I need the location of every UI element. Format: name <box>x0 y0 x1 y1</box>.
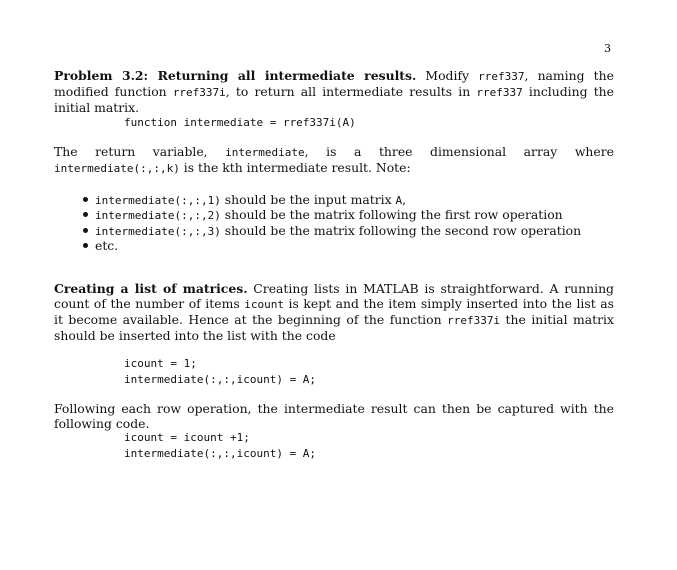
bullet-code-a: A <box>395 194 403 207</box>
list-item <box>80 207 581 222</box>
list-item <box>80 192 581 207</box>
code-rref337i: rref337i <box>172 86 226 99</box>
list-item <box>80 223 581 238</box>
bullet-code: intermediate(:,:,1) <box>95 194 221 207</box>
bullet-code: intermediate(:,:,2) <box>95 209 221 223</box>
code-rref337: rref337 <box>478 70 525 83</box>
following-paragraph: Following each row operation, the intermediate result can then be captured with the following code. <box>54 401 614 431</box>
function-signature-code: function intermediate = rref337i(A) <box>124 116 356 129</box>
page-number: 3 <box>604 42 611 55</box>
problem-text-3: , to return all intermediate results in <box>225 84 477 99</box>
list-item <box>80 238 581 253</box>
bullet-text: should be the matrix following the first row operation <box>220 207 563 223</box>
code-intermediate: intermediate <box>225 146 305 159</box>
creating-lists-paragraph <box>54 281 614 343</box>
bullet-text: should be the matrix following the second row operation <box>220 222 582 238</box>
lists-heading: Creating a list of matrices. <box>54 281 248 296</box>
problem-heading: Problem 3.2: Returning all intermediate results. <box>54 68 417 83</box>
problem-statement <box>54 68 614 115</box>
lists-text-1: Creating lists in MATLAB is straightforward. A running count of the number of items <box>54 281 614 311</box>
init-code-block: icount = 1; intermediate(:,:,icount) = A; <box>124 357 317 386</box>
capture-code-block: icount = icount +1; intermediate(:,:,icount) = A; <box>124 431 317 460</box>
code-icount: icount <box>244 298 284 311</box>
desc-text-3: is the kth intermediate result. Note: <box>179 160 411 175</box>
return-variable-description <box>54 144 614 176</box>
desc-text-2: , is a three dimensional array where <box>304 144 614 159</box>
problem-text-2: , naming the modified function <box>54 68 614 99</box>
notes-list <box>80 192 581 253</box>
problem-text-4: including the initial matrix. <box>54 84 614 115</box>
bullet-text: etc. <box>95 237 119 253</box>
bullet-text: should be the input matrix <box>220 192 396 207</box>
problem-text-1: Modify <box>416 68 479 83</box>
code-intermediate-k: intermediate(:,:,k) <box>54 162 180 175</box>
desc-text-1: The return variable, <box>54 144 226 159</box>
lists-text-2: is kept and the item simply inserted into the list as it become available. Hence at the beginning of the function <box>54 296 614 327</box>
code-rref337-2: rref337 <box>476 86 523 99</box>
bullet-code: intermediate(:,:,3) <box>95 224 221 238</box>
code-rref337i-2: rref337i <box>447 314 501 327</box>
lists-text-3: the initial matrix should be inserted into the list with the code <box>54 312 615 343</box>
bullet-text-end: , <box>402 192 407 207</box>
